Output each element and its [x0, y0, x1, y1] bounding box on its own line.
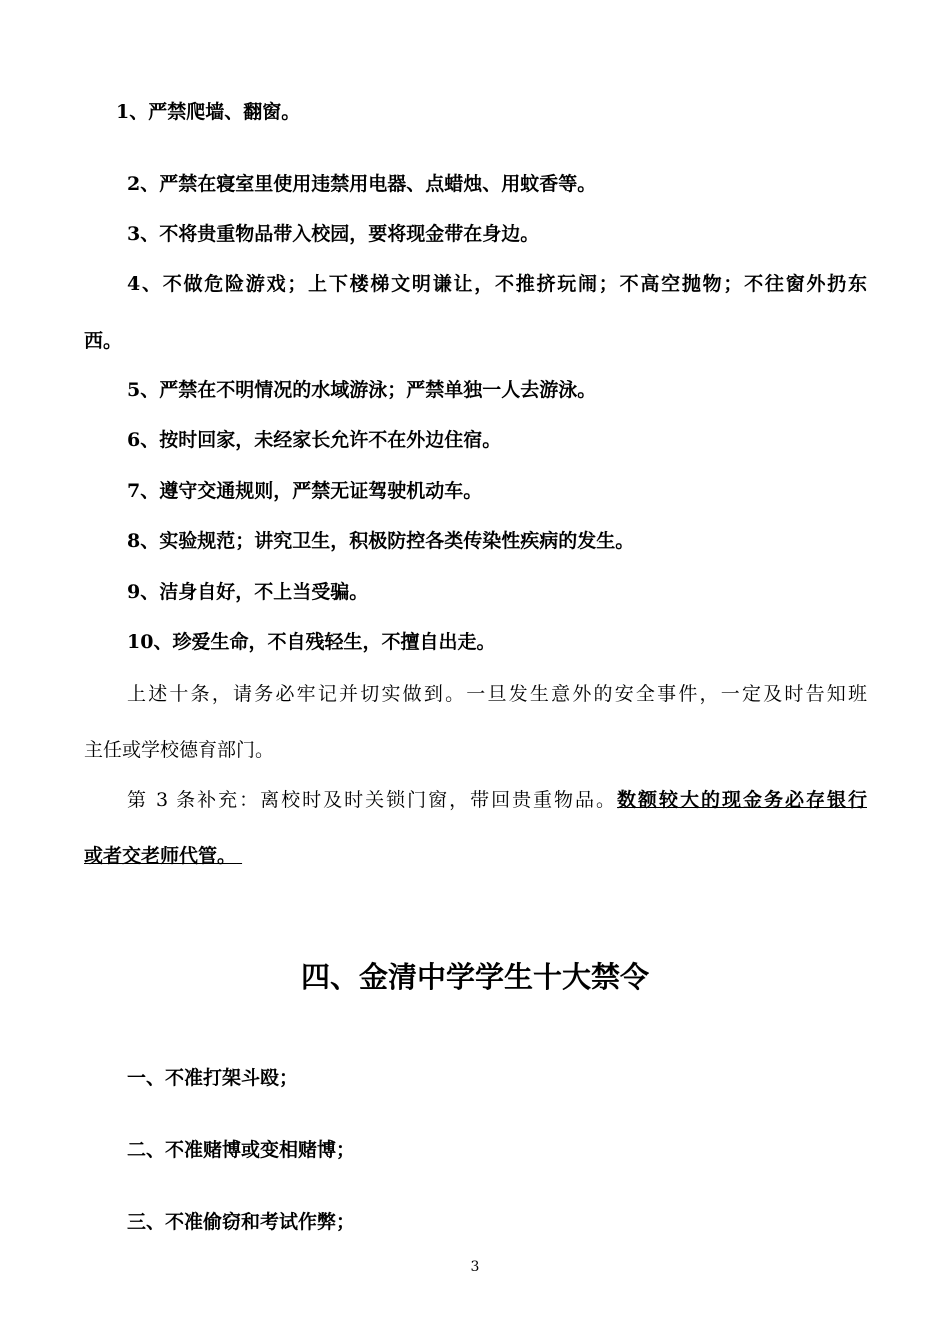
rule-9: 9、洁身自好，不上当受骗。: [127, 581, 369, 603]
rule-3: 3、不将贵重物品带入校园，要将现金带在身边。: [127, 223, 540, 245]
supplement-line-1: [127, 787, 867, 813]
supplement-underlined-continuation: 或者交老师代管。: [84, 845, 237, 867]
rule-5: 5、严禁在不明情况的水域游泳；严禁单独一人去游泳。: [127, 379, 597, 401]
underline-tail: [236, 845, 242, 867]
rule-2: 2、严禁在寝室里使用违禁用电器、点蜡烛、用蚊香等。: [127, 173, 597, 195]
section-title: 四、金清中学学生十大禁令: [300, 960, 649, 994]
page-number: 3: [470, 1259, 480, 1275]
prohibition-1: 一、不准打架斗殴；: [127, 1067, 299, 1089]
rule-4-continuation: 西。: [84, 330, 123, 352]
supplement-line-2: [84, 843, 242, 869]
prohibition-2: 二、不准赌博或变相赌博；: [127, 1139, 356, 1161]
summary-line-1: 上述十条，请务必牢记并切实做到。一旦发生意外的安全事件，一定及时告知班: [127, 683, 867, 705]
summary-line-2: 主任或学校德育部门。: [84, 739, 275, 761]
rule-4: 4、不做危险游戏；上下楼梯文明谦让，不推挤玩闹；不高空抛物；不往窗外扔东: [127, 273, 867, 295]
rule-10: 10、珍爱生命，不自残轻生，不擅自出走。: [127, 631, 496, 653]
rule-8: 8、实验规范；讲究卫生，积极防控各类传染性疾病的发生。: [127, 530, 635, 552]
rule-6: 6、按时回家，未经家长允许不在外边住宿。: [127, 429, 502, 451]
rule-7: 7、遵守交通规则，严禁无证驾驶机动车。: [127, 480, 483, 502]
supplement-underlined-text: 数额较大的现金务必存银行: [617, 789, 867, 811]
supplement-text: 第 3 条补充：离校时及时关锁门窗，带回贵重物品。: [127, 789, 618, 811]
rule-1: 1、严禁爬墙、翻窗。: [116, 101, 301, 123]
prohibition-3: 三、不准偷窃和考试作弊；: [127, 1211, 356, 1233]
